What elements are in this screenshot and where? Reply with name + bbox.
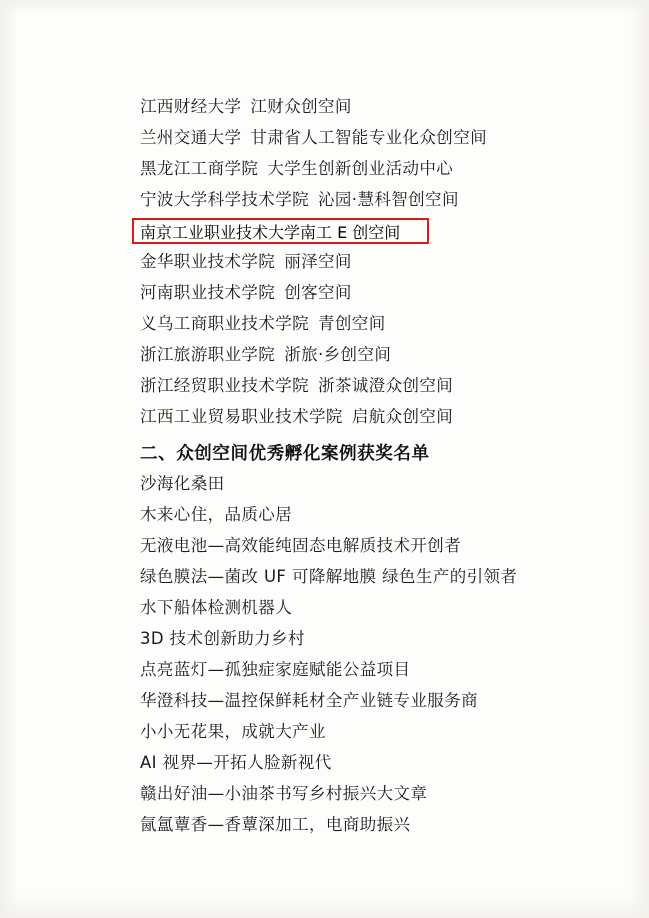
list-item-org: 江西工业贸易职业技术学院 [140,407,343,427]
list-item [140,402,610,433]
list-item [140,247,610,278]
list-item-name: 大学生创新创业活动中心 [267,159,454,179]
list-item: AI 视界—开拓人脸新视代 [140,753,332,773]
page-edge-shadow-bottom [0,892,649,918]
list-item: 华澄科技—温控保鲜耗材全产业链专业服务商 [140,691,478,711]
list-item: 点亮蓝灯—孤独症家庭赋能公益项目 [140,660,411,680]
list-item-org: 南京工业职业技术大学 [140,223,301,242]
list-item-name: 丽泽空间 [284,252,352,272]
list-item [140,185,610,216]
list-item-name: 创客空间 [284,283,352,303]
page-edge-shadow-left [0,0,18,918]
list-item-org: 金华职业技术学院 [140,252,276,272]
list-item-name: 启航众创空间 [351,407,454,427]
list-item-org: 江西财经大学 [140,97,242,117]
list-item [140,154,610,185]
list-item: 沙海化桑田 [140,474,225,494]
document-body [140,92,610,841]
list-item [140,340,610,371]
list-item: 无液电池—高效能纯固态电解质技术开创者 [140,536,462,556]
list-item-name: 江财众创空间 [250,97,352,117]
list-item: 绿色膜法—菌改 UF 可降解地膜 绿色生产的引领者 [140,567,518,587]
list-item-org: 浙江经贸职业技术学院 [140,376,309,396]
list-item-name: 青创空间 [318,314,386,334]
page-edge-shadow-top [0,0,649,14]
list-item: 水下船体检测机器人 [140,598,293,618]
section-heading-2: 二、众创空间优秀孵化案例获奖名单 [140,443,430,464]
list-item-org: 宁波大学科学技术学院 [140,190,309,210]
list-item-name: 浙茶诚澄众创空间 [318,376,454,396]
list-item [140,92,610,123]
list-item [140,123,610,154]
page-edge-shadow-right [629,0,649,918]
list-item-name: 甘肃省人工智能专业化众创空间 [250,128,488,148]
list-item: 木来心住，品质心居 [140,505,293,525]
list-item: 3D 技术创新助力乡村 [140,629,305,649]
list-item-name: 沁园·慧科智创空间 [318,190,459,210]
list-item [140,278,610,309]
list-item: 氤氲蕈香—香蕈深加工，电商助振兴 [140,815,411,835]
list-item-name: 浙旅·乡创空间 [284,345,392,365]
list-item [140,309,610,340]
list-item: 小小无花果，成就大产业 [140,722,326,742]
list-item-org: 浙江旅游职业学院 [140,345,276,365]
list-item-org: 兰州交通大学 [140,128,242,148]
list-item-highlighted [140,216,610,247]
list-item-org: 义乌工商职业技术学院 [140,314,309,334]
list-item: 赣出好油—小油茶书写乡村振兴大文章 [140,784,428,804]
list-item-org: 河南职业技术学院 [140,283,276,303]
list-item-org: 黑龙江工商学院 [140,159,259,179]
list-item [140,371,610,402]
list-item-name: 南工 E 创空间 [300,223,401,242]
